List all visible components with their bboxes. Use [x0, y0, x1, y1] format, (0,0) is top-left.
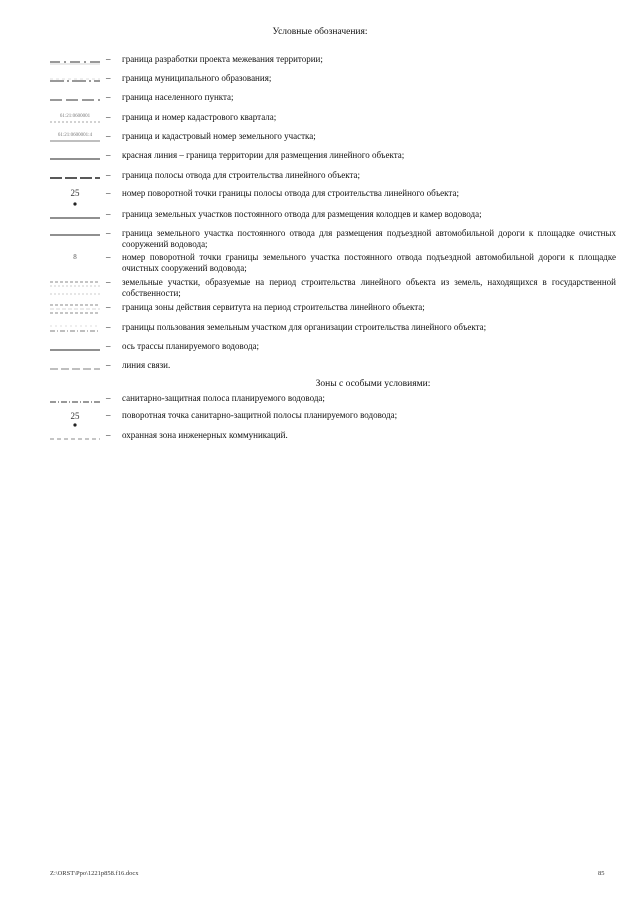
legend-text: граница населенного пункта;: [122, 92, 234, 102]
dash: –: [106, 54, 111, 64]
dash: –: [106, 302, 111, 312]
legend-text: линия связи.: [122, 360, 171, 370]
dash: –: [106, 131, 111, 141]
right-of-way-symbol: [50, 170, 100, 184]
legend-row-red-line: [0, 150, 640, 164]
zone-row-sanitary-strip: [0, 393, 640, 407]
dash: –: [106, 73, 111, 83]
legend-text: граница зоны действия сервитута на период строительства линейного объекта;: [122, 302, 425, 312]
road-turning-point-symbol: [50, 252, 100, 266]
temporary-plots-symbol: [50, 277, 100, 291]
legend-row-land-use: [0, 322, 640, 336]
legend-row-access-road: [0, 228, 640, 250]
wells-boundary-symbol: [50, 209, 100, 223]
legend-text: граница и кадастровый номер земельного участка;: [122, 131, 316, 141]
dash: –: [106, 170, 111, 180]
legend-text: граница и номер кадастрового квартала;: [122, 112, 277, 122]
pipeline-axis-symbol: [50, 341, 100, 355]
legend-text: граница муниципального образования;: [122, 73, 272, 83]
legend-text: номер поворотной точки границы земельного участка постоянного отвода подъездной автомобильной дороги к площадке очистных сооружений водовода;: [122, 252, 616, 273]
dash: –: [106, 112, 111, 122]
land-plot-symbol: [50, 131, 100, 145]
road-turning-point-number: 8: [73, 253, 77, 261]
legend-row-cadastral-quarter: [0, 112, 640, 126]
legend-text: номер поворотной точки границы полосы отвода для строительства линейного объекта;: [122, 188, 459, 198]
dash: –: [106, 209, 111, 219]
municipal-boundary-symbol: [50, 73, 100, 87]
dash: –: [106, 430, 111, 440]
legend-row-temporary-plots: [0, 277, 640, 299]
dash: –: [106, 393, 111, 403]
legend-row-municipal-boundary: [0, 73, 640, 87]
communication-line-symbol: [50, 360, 100, 374]
legend-text: граница земельного участка постоянного отвода для размещения подъездной автомобильной дороги к площадке очистных сооружений водовода;: [122, 228, 616, 249]
legend-title: Условные обозначения:: [272, 27, 368, 37]
access-road-symbol: [50, 228, 100, 242]
dash: –: [106, 360, 111, 370]
footer-page-number: 85: [598, 870, 605, 877]
legend-row-settlement-boundary: [0, 92, 640, 106]
turning-point-number: 25: [70, 188, 80, 198]
legend-text: ось трассы планируемого водовода;: [122, 341, 260, 351]
legend-row-wells: [0, 209, 640, 223]
land-plot-label: 61:21:0600001:4: [57, 133, 93, 138]
land-use-symbol: [50, 322, 100, 336]
zones-title: Зоны с особыми условиями:: [315, 379, 431, 389]
legend-row-pipeline-axis: [0, 341, 640, 355]
legend-text: граница полосы отвода для строительства линейного объекта;: [122, 170, 361, 180]
zone-text: поворотная точка санитарно-защитной полосы планируемого водовода;: [122, 410, 398, 420]
project-boundary-symbol: [50, 54, 100, 68]
zone-row-security-zone: [0, 430, 640, 444]
sanitary-turning-point-symbol: [50, 410, 100, 432]
dash: –: [106, 92, 111, 102]
cadastral-quarter-label: 61:21:0600001: [59, 114, 91, 119]
dash: –: [106, 322, 111, 332]
zone-row-sanitary-turning-point: [0, 410, 640, 432]
legend-row-communication-line: [0, 360, 640, 374]
dash: –: [106, 252, 111, 262]
sanitary-strip-symbol: [50, 393, 100, 407]
security-zone-symbol: [50, 430, 100, 444]
sanitary-turning-point-number: 25: [70, 411, 80, 421]
zone-text: охранная зона инженерных коммуникаций.: [122, 430, 288, 440]
red-line-symbol: [50, 150, 100, 164]
legend-text: граница разработки проекта межевания территории;: [122, 54, 323, 64]
legend-text: границы пользования земельным участком для организации строительства линейного объекта;: [122, 322, 487, 332]
dash: –: [106, 277, 111, 287]
dash: –: [106, 188, 111, 198]
legend-text: земельные участки, образуемые на период строительства линейного объекта из земель, находящихся в государственной собственности;: [122, 277, 616, 298]
settlement-boundary-symbol: [50, 92, 100, 106]
zone-text: санитарно-защитная полоса планируемого водовода;: [122, 393, 325, 403]
legend-row-land-plot: [0, 131, 640, 145]
dash: –: [106, 228, 111, 238]
legend-row-turning-point: [0, 188, 640, 208]
legend-row-project-boundary: [0, 54, 640, 68]
servitude-zone-symbol: [50, 302, 100, 316]
legend-text: красная линия – граница территории для размещения линейного объекта;: [122, 150, 405, 160]
dash: –: [106, 410, 111, 420]
footer-file-path: Z:\ORST\Ppo\1221p858.f16.docx: [50, 870, 139, 877]
legend-row-road-turning-point: [0, 252, 640, 274]
legend-row-right-of-way: [0, 170, 640, 184]
turning-point-symbol: [50, 188, 100, 208]
dash: –: [106, 341, 111, 351]
legend-text: граница земельных участков постоянного отвода для размещения колодцев и камер водовода;: [122, 209, 482, 219]
legend-row-servitude-zone: [0, 302, 640, 316]
dash: –: [106, 150, 111, 160]
cadastral-quarter-symbol: [50, 112, 100, 126]
